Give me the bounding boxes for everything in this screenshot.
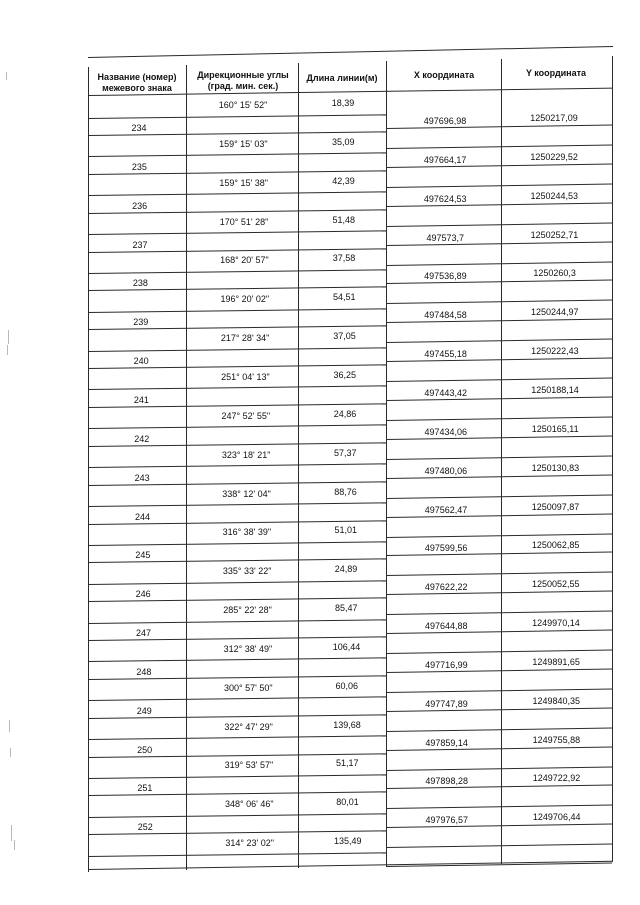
direction-angle: 338° 12' 04": [222, 488, 271, 499]
grid-hline-right-mid: [386, 766, 612, 771]
grid-hline-right: [386, 746, 612, 751]
boundary-mark-name: 243: [134, 472, 150, 483]
grid-hline-left-mid: [88, 753, 386, 758]
line-length: 51,01: [334, 525, 358, 536]
x-coordinate: 497747,89: [425, 698, 468, 709]
direction-angle: 348° 06' 46": [225, 799, 274, 810]
line-length: 24,86: [333, 408, 357, 419]
direction-angle: 159° 15' 03": [219, 138, 268, 149]
grid-hline-right-mid: [386, 727, 612, 732]
boundary-mark-name: 245: [135, 550, 151, 561]
boundary-mark-name: 234: [131, 123, 147, 133]
grid-hline-left-mid: [88, 598, 386, 603]
y-coordinate: 1249706,44: [532, 812, 581, 823]
line-length: 36,25: [333, 369, 357, 380]
direction-angle: 247° 52' 55": [221, 410, 271, 421]
grid-hline-right-mid: [386, 300, 612, 305]
grid-hline-left: [88, 813, 386, 818]
line-length: 51,48: [332, 214, 356, 225]
grid-hline-left-mid: [88, 559, 386, 564]
grid-hline-right-mid: [386, 572, 612, 577]
grid-hline-right: [386, 552, 612, 557]
line-length: 106,44: [332, 641, 361, 652]
direction-angle: 285° 22' 28": [223, 605, 272, 616]
grid-hline-right-mid: [386, 805, 612, 810]
boundary-mark-name: 237: [132, 239, 148, 250]
grid-hline-left: [88, 347, 386, 352]
grid-hline-left-mid: [88, 520, 386, 525]
direction-angle: 316° 38' 39": [222, 527, 272, 538]
scan-artifact: [14, 840, 15, 850]
grid-vline: [88, 67, 89, 872]
scan-artifact: [11, 825, 12, 841]
x-coordinate: 497434,06: [424, 426, 468, 437]
grid-hline-left: [88, 580, 386, 585]
header-length: Длина линии(м): [306, 73, 378, 83]
grid-hline-right-mid: [386, 416, 612, 421]
direction-angle: 159° 15' 38": [219, 177, 268, 188]
grid-hline-right: [386, 241, 612, 246]
direction-angle: 300° 57' 50": [223, 682, 273, 693]
boundary-mark-name: 241: [133, 394, 149, 405]
grid-hline-left-mid: [88, 636, 386, 641]
grid-hline-right-mid: [386, 494, 612, 499]
direction-angle: 168° 20' 57": [220, 255, 269, 266]
grid-hline-right-mid: [386, 339, 612, 344]
boundary-mark-name: 249: [136, 705, 152, 716]
grid-hline-left: [88, 114, 386, 119]
grid-hline-right: [386, 513, 612, 518]
grid-hline-left-mid: [88, 714, 386, 719]
y-coordinate: 1250097,87: [531, 501, 580, 512]
line-length: 80,01: [336, 797, 359, 808]
boundary-mark-name: 246: [135, 589, 151, 600]
y-coordinate: 1250229,52: [530, 151, 578, 162]
grid-hline-left: [88, 192, 386, 197]
boundary-mark-name: 239: [133, 317, 149, 328]
x-coordinate: 497443,42: [424, 387, 467, 398]
grid-hline-left: [88, 541, 386, 546]
x-coordinate: 497484,58: [424, 310, 467, 321]
direction-angle: 251° 04' 13": [221, 371, 270, 382]
x-coordinate: 497976,57: [425, 815, 469, 826]
scan-artifact: [9, 720, 10, 732]
grid-hline-right-mid: [386, 261, 612, 266]
grid-vline: [298, 63, 299, 868]
line-length: 85,47: [334, 603, 358, 614]
line-length: 35,09: [331, 136, 355, 147]
grid-hline-left: [88, 852, 386, 857]
direction-angle: 217° 28' 34": [220, 333, 270, 344]
x-coordinate: 497599,56: [424, 543, 468, 554]
grid-hline-right-mid: [386, 533, 612, 538]
grid-hline-right-mid: [386, 688, 612, 693]
line-length: 54,51: [332, 292, 356, 303]
grid-hline-right-mid: [386, 611, 612, 616]
grid-hline-left: [88, 463, 386, 468]
grid-hline-right-mid: [386, 649, 612, 654]
y-coordinate: 1249755,88: [532, 734, 581, 745]
grid-hline-right-mid: [386, 455, 612, 460]
direction-angle: 314° 23' 02": [225, 838, 274, 849]
header-angle: Дирекционные углы (град. мин. сек.): [197, 70, 289, 91]
x-coordinate: 497859,14: [425, 737, 468, 748]
grid-hline-left: [88, 425, 386, 430]
grid-vline: [386, 61, 387, 866]
x-coordinate: 497562,47: [424, 504, 468, 515]
grid-hline-right-mid: [386, 844, 612, 849]
direction-angle: 322° 47' 29": [224, 721, 273, 732]
grid-hline-left-mid: [88, 442, 386, 447]
grid-hline-left: [88, 153, 386, 158]
grid-hline-right-mid: [386, 222, 612, 227]
x-coordinate: 497716,99: [425, 659, 468, 670]
boundary-mark-name: 236: [132, 200, 148, 211]
grid-hline-right: [386, 474, 612, 479]
grid-hline-right: [386, 124, 612, 129]
direction-angle: 312° 38' 49": [223, 643, 273, 654]
boundary-mark-name: 247: [136, 628, 152, 639]
grid-hline-right: [386, 785, 612, 790]
y-coordinate: 1250188,14: [531, 384, 579, 395]
grid-hline-left: [88, 735, 386, 740]
grid-hline-left: [88, 697, 386, 702]
x-coordinate: 497664,17: [423, 154, 467, 165]
line-length: 139,68: [333, 719, 361, 730]
direction-angle: 160° 15' 52": [218, 100, 268, 110]
y-coordinate: 1250222,43: [531, 346, 579, 357]
grid-hline-left-mid: [88, 831, 386, 836]
line-length: 42,39: [332, 175, 355, 186]
grid-hline-left: [88, 230, 386, 235]
grid-hline-left: [88, 774, 386, 779]
x-coordinate: 497624,53: [423, 193, 467, 204]
grid-vline: [186, 65, 187, 870]
grid-hline-right: [386, 668, 612, 673]
grid-hline-left: [88, 308, 386, 313]
grid-hline-right: [386, 163, 612, 168]
direction-angle: 170° 51' 28": [219, 216, 269, 227]
y-coordinate: 1250260,3: [533, 268, 576, 279]
x-coordinate: 497455,18: [424, 349, 467, 360]
boundary-mark-name: 252: [137, 822, 153, 833]
grid-vline: [501, 59, 502, 864]
direction-angle: 196° 20' 02": [220, 294, 270, 305]
y-coordinate: 1249722,92: [532, 773, 581, 784]
line-length: 51,17: [335, 758, 359, 769]
grid-hline-left-mid: [88, 792, 386, 797]
line-length: 60,06: [335, 680, 359, 691]
line-length: 37,58: [332, 253, 356, 264]
table-top-border: [88, 46, 613, 58]
grid-hline-right: [386, 280, 612, 285]
boundary-mark-name: 240: [133, 356, 149, 367]
y-coordinate: 1250130,83: [531, 462, 580, 473]
x-coordinate: 497573,7: [426, 232, 465, 243]
scan-artifact: [6, 72, 7, 80]
direction-angle: 335° 33' 22": [222, 566, 272, 577]
line-length: 135,49: [333, 836, 362, 847]
grid-hline-left-mid: [88, 403, 386, 408]
scan-artifact: [10, 748, 11, 757]
grid-hline-right: [386, 591, 612, 596]
grid-hline-left: [88, 269, 386, 274]
grid-hline-right: [386, 707, 612, 712]
grid-hline-right: [386, 396, 612, 401]
boundary-mark-name: 250: [137, 744, 153, 755]
y-coordinate: 1250052,55: [532, 579, 580, 590]
boundary-mark-name: 242: [134, 433, 150, 444]
boundary-mark-name: 238: [132, 278, 148, 289]
x-coordinate: 497622,22: [424, 582, 468, 593]
line-length: 88,76: [334, 486, 357, 497]
x-coordinate: 497898,28: [425, 776, 468, 787]
grid-hline-right-mid: [386, 378, 612, 383]
y-coordinate: 1250062,85: [531, 540, 580, 551]
y-coordinate: 1250244,97: [530, 307, 579, 318]
boundary-mark-name: 244: [134, 511, 151, 522]
grid-hline-right-mid: [386, 183, 612, 188]
x-coordinate: 497536,89: [424, 271, 467, 282]
grid-hline-right: [386, 435, 612, 440]
grid-hline-right: [386, 202, 612, 207]
scan-artifact: [7, 345, 8, 355]
grid-hline-left: [88, 619, 386, 624]
table-bottom-border: [88, 861, 613, 870]
grid-hline-left: [88, 658, 386, 663]
grid-hline-right: [386, 629, 612, 634]
y-coordinate: 1250252,71: [530, 229, 579, 240]
direction-angle: 323° 18' 21": [221, 449, 271, 460]
grid-hline-left: [88, 386, 386, 391]
line-length: 18,39: [331, 98, 355, 108]
y-coordinate: 1249840,35: [532, 695, 581, 706]
x-coordinate: 497696,98: [423, 116, 467, 126]
grid-hline-right-mid: [386, 144, 612, 149]
line-length: 24,89: [334, 564, 358, 575]
direction-angle: 319° 53' 57": [224, 760, 274, 771]
boundary-mark-name: 248: [136, 666, 152, 677]
x-coordinate: 497644,88: [425, 621, 468, 632]
header-x: X координата: [413, 70, 475, 80]
y-coordinate: 1249891,65: [532, 656, 580, 667]
line-length: 57,37: [333, 447, 357, 458]
y-coordinate: 1250244,53: [530, 190, 579, 201]
boundary-mark-name: 251: [137, 783, 153, 794]
header-name: Название (номер) межевого знака: [97, 72, 177, 93]
x-coordinate: 497480,06: [424, 465, 468, 476]
grid-hline-right: [386, 824, 612, 829]
boundary-mark-name: 235: [131, 161, 147, 172]
grid-hline-left: [88, 502, 386, 507]
grid-hline-left-mid: [88, 481, 386, 486]
grid-hline-right: [386, 358, 612, 363]
y-coordinate: 1250165,11: [531, 423, 579, 434]
line-length: 37,05: [333, 331, 356, 342]
grid-hline-right: [386, 319, 612, 324]
y-coordinate: 1250217,09: [530, 113, 578, 123]
scan-artifact: [8, 330, 9, 344]
grid-hline-left-mid: [88, 675, 386, 680]
y-coordinate: 1249970,14: [532, 618, 580, 629]
header-y: Y координата: [525, 68, 587, 78]
grid-vline: [612, 56, 613, 862]
